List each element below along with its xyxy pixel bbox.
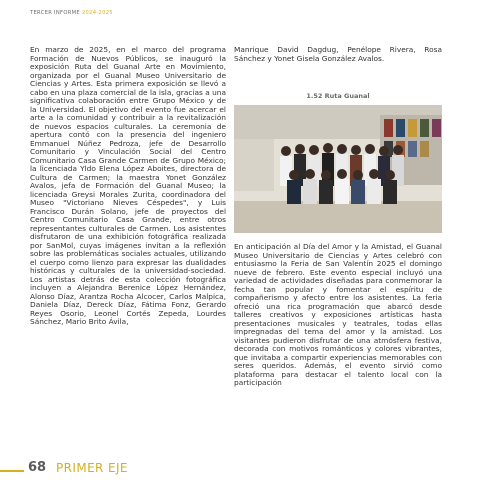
body-paragraph: En marzo de 2025, en el marco del programa Formación de Nuevos Públicos, se inauguró la exposición Ruta del Guanal Arte en Movimiento, organizada por el Guanal Museo Universitario de Ciencias y Artes. Esta primera exposición se llevó a cabo en una plaza comercial de la isla, gracias a una significativa colaboración entre Grupo México y de la Universidad. El objetivo del evento fue acercar el arte a la comunidad y contribuir a la revitalización de nuevos espacios culturales. La ceremonia de apertura contó con la presencia del ingeniero Emmanuel Núñez Pedroza, jefe de Desarrollo Comunitario y Vinculación Social del Centro Comunitario Casa Grande Carmen de Grupo México; la licenciada Yldo Elena López Aboites, directora de Cultura de Carmen; la maestra Yonet González Avalos, jefa de Formación del Guanal Museo; la licenciada Greysi Morales Zurita, coordinadora del Museo "Victoriano Nieves Céspedes", y Luis Francisco Durán Solano, jefe de proyectos del Centro Comunitario Casa Grande, entre otros representantes culturales de Carmen. Los asistentes disfrutaron de una exhibición fotográfica realizada por SanMol, cuyas imágenes invitan a la reflexión sobre las problemáticas sociales actuales, utilizando el cuerpo como lienzo para expresar las dualidades históricas y culturales de la universidad-sociedad. Los artistas detrás de esta colección fotográfica incluyen a Alejandra Berenice López Hernández, Alonso Díaz, Arantza Rocha Alcocer, Carlos Malpica, Daniela Díaz, Dereck Díaz, Fátima Fonz, Gerardo Reyes Osorio, Leonel Cortés Zepeda, Lourdes Sánchez, Mario Brito Ávila, [30, 45, 226, 326]
footer-accent-line [0, 470, 24, 472]
right-column-bottom [234, 243, 442, 388]
running-header [30, 10, 113, 16]
group-photo-illustration [234, 105, 442, 233]
body-paragraph-continued: Manrique David Dagdug, Penélope Rivera, Rosa Sánchez y Yonet Gisela González Avalos. [234, 45, 442, 63]
report-label: TERCER INFORME [30, 10, 80, 16]
left-column [30, 46, 226, 327]
body-paragraph-san-valentin: En anticipación al Día del Amor y la Amistad, el Guanal Museo Universitario de Ciencias y Artes celebró con entusiasmo la Feria de San Valentín 2025 el domingo nueve de febrero. Este evento especial incluyó una variedad de actividades diseñadas para conmemorar la fecha tan popular y fomentar el espíritu de compañerismo y afecto entre los asistentes. La feria ofreció una rica programación que abarcó desde talleres creativos y exposiciones artísticas hasta presentaciones musicales y teatrales, todas ellas impregnadas del tema del amor y la amistad. Los visitantes pudieron disfrutar de una atmósfera festiva, decorada con motivos románticos y colores vibrantes, que invitaba a compartir experiencias memorables con seres queridos. Además, el evento sirvió como plataforma para destacar el talento local con la participación [234, 242, 442, 387]
section-name: PRIMER EJE [56, 461, 128, 475]
right-column-top [234, 46, 442, 63]
figure-caption: 1.52 Ruta Guanal [306, 92, 370, 100]
group-photo [234, 105, 442, 233]
page-number: 68 [28, 460, 47, 475]
report-years: 2024-2025 [81, 10, 113, 16]
